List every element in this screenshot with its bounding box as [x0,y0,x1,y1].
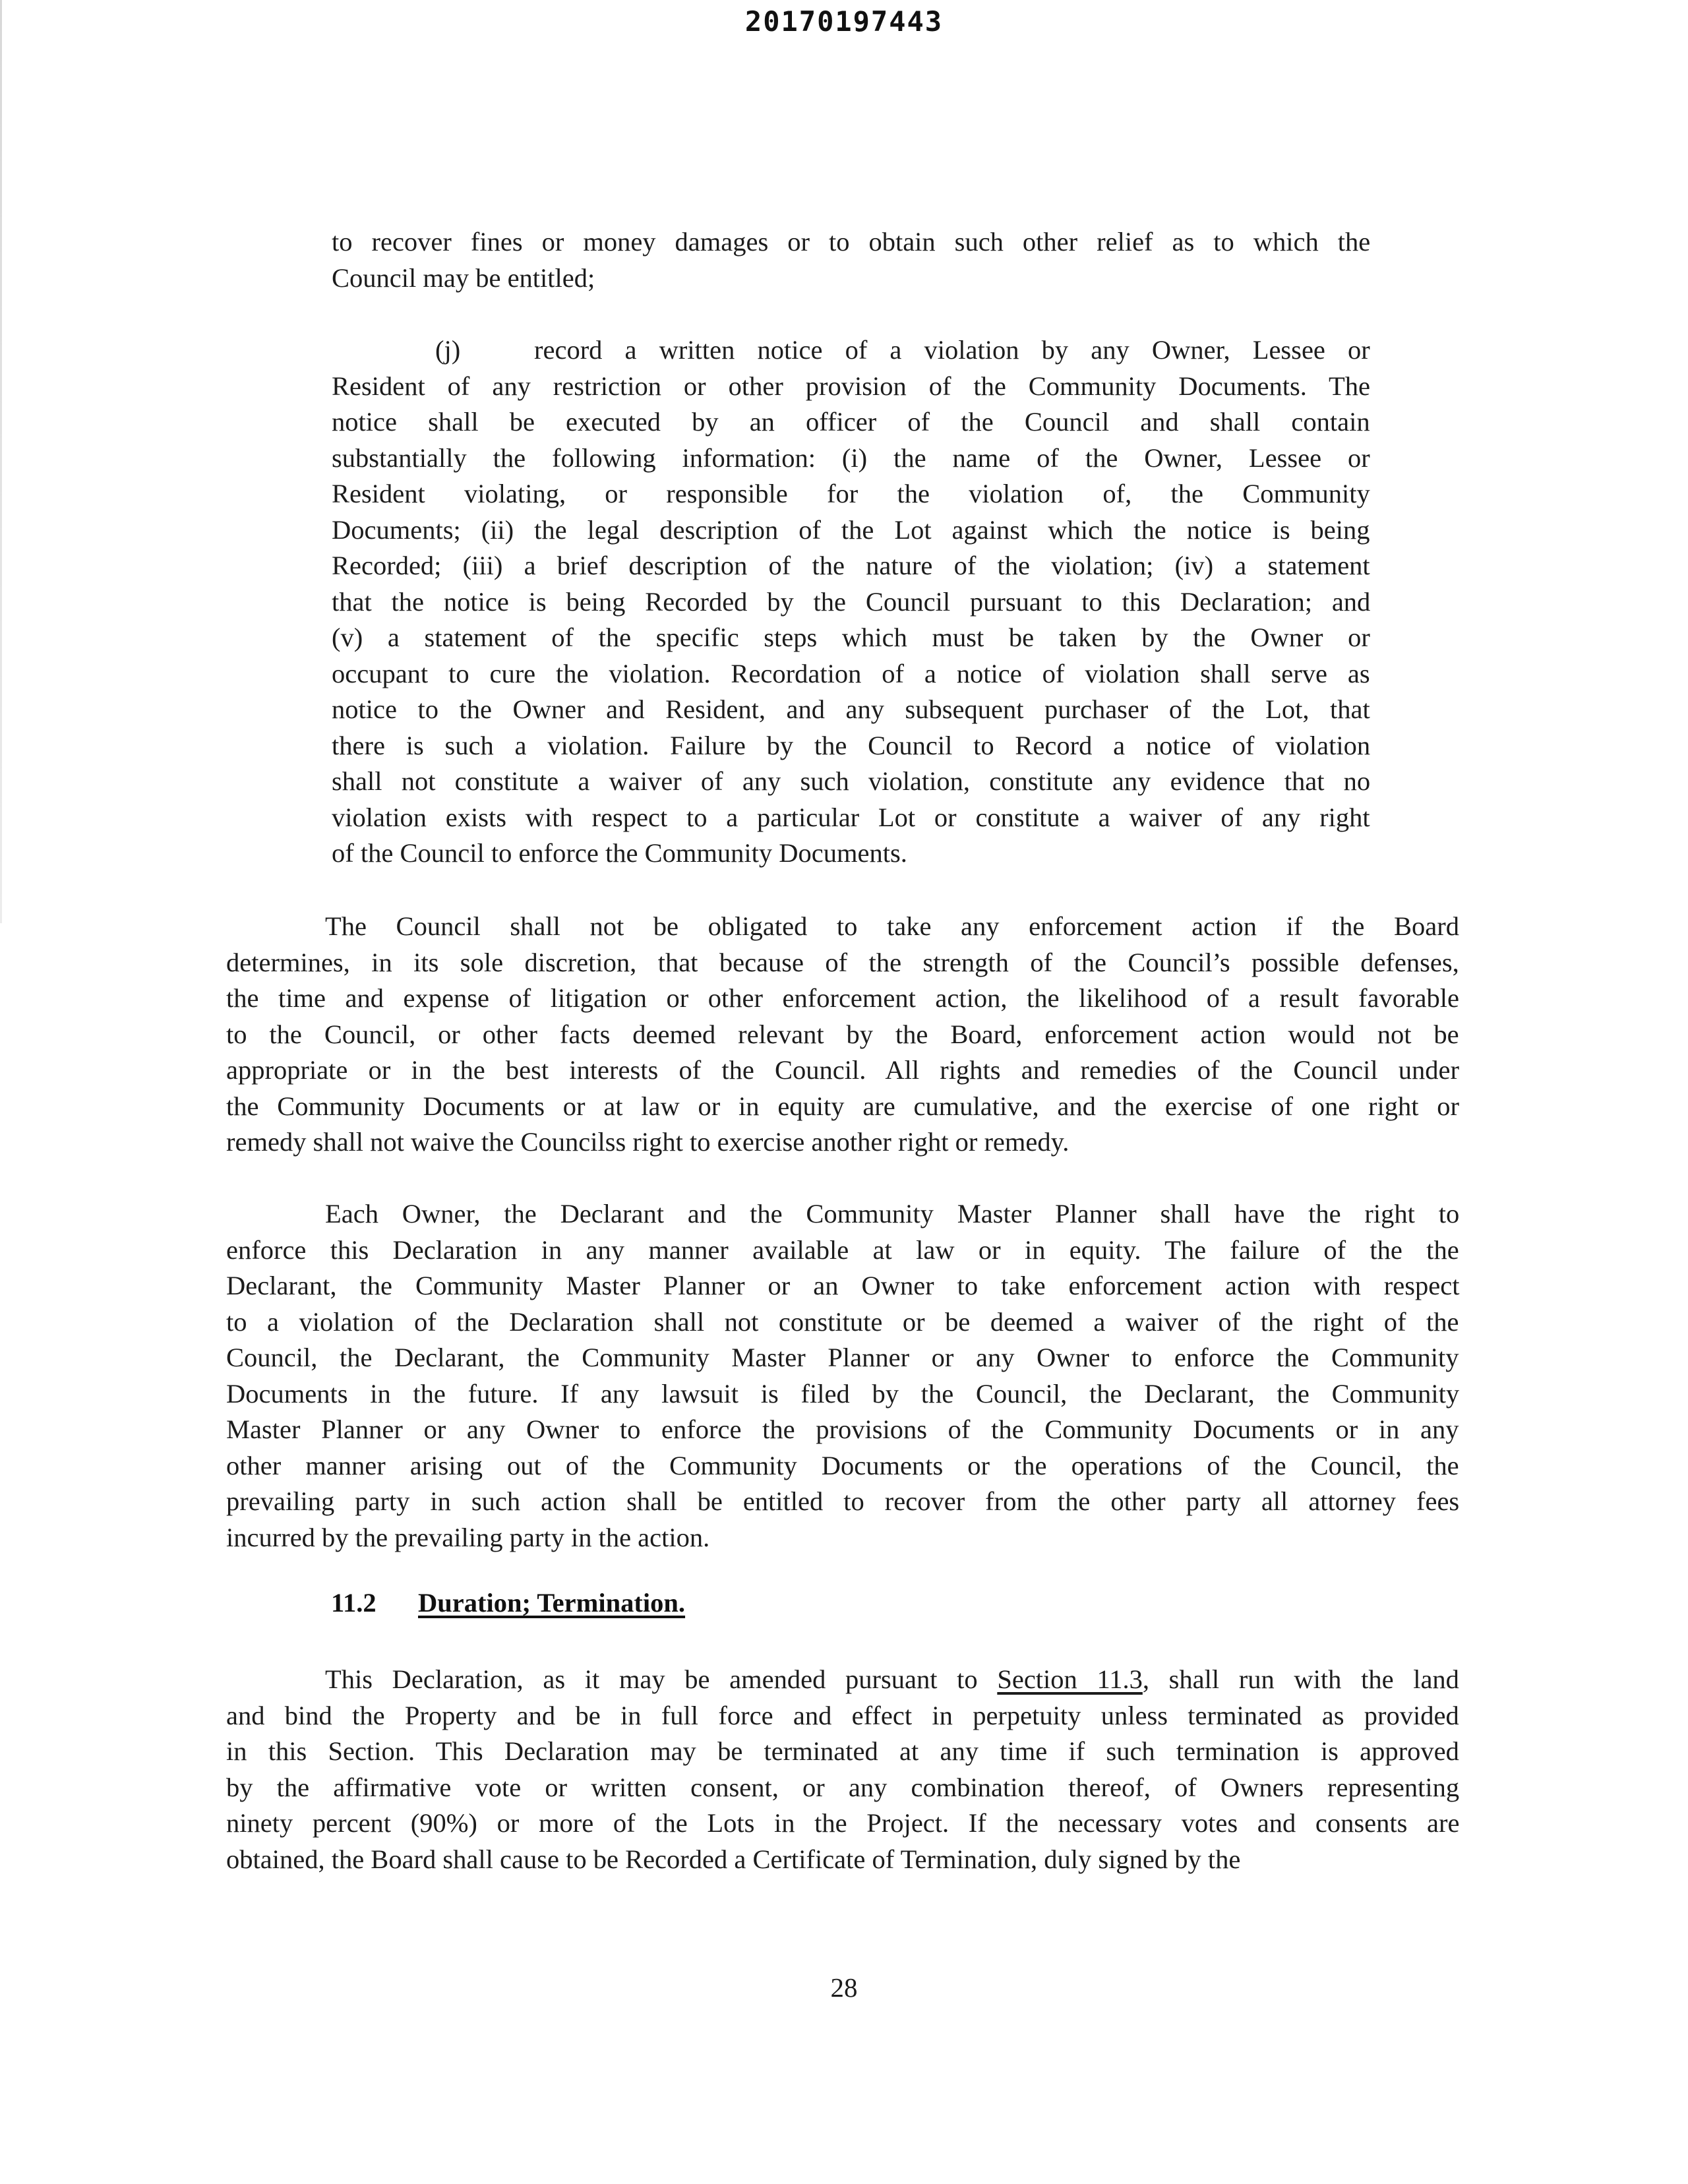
text-line: Declarant, the Community Master Planner or an Owner to take enforcement action with respect [226,1271,1460,1300]
text-line: remedy shall not waive the Councilss right to exercise another right or remedy. [226,1127,1070,1157]
section-title: Duration; Termination. [418,1588,686,1618]
text-line: Documents in the future. If any lawsuit is filed by the Council, the Declarant, the Community [226,1378,1460,1409]
text-line: Resident violating, or responsible for the violation of, the Community [332,479,1370,508]
page-number: 28 [830,1972,858,2003]
text-line: other manner arising out of the Community Documents or the operations of the Council, the [226,1450,1459,1480]
text-line: enforce this Declaration in any manner available at law or in equity. The failure of the the [226,1234,1459,1265]
text-line: by the affirmative vote or written consent, or any combination thereof, of Owners representing [226,1772,1460,1802]
text-line-first [226,1662,1459,1698]
text-line-first [226,909,1459,945]
text-line: to a violation of the Declaration shall not constitute or be deemed a waiver of the right of the [226,1306,1459,1337]
page-edge-shadow [0,0,2,923]
text-line: The Council shall not be obligated to take any enforcement action if the Board [325,911,1459,941]
text-line: of the Council to enforce the Community Documents. [332,838,907,868]
section-heading [331,1587,685,1618]
paragraph-enforcement-discretion [226,909,1459,1161]
document-number: 20170197443 [744,5,944,38]
text-line: record a written notice of a violation by any Owner, Lessee or [534,335,1370,365]
text-line: prevailing party in such action shall be entitled to recover from the other party all attorney fees [226,1486,1460,1516]
text-line: Master Planner or any Owner to enforce the provisions of the Community Documents or in any [226,1414,1459,1444]
paragraph-fines-continuation [332,224,1370,296]
text-line: shall not constitute a waiver of any such violation, constitute any evidence that no [332,766,1371,796]
text-line: appropriate or in the best interests of the Council. All rights and remedies of the Council under [226,1055,1460,1085]
text-line: there is such a violation. Failure by the Council to Record a notice of violation [332,730,1371,760]
text-line: occupant to cure the violation. Recordation of a notice of violation shall serve as [332,658,1370,688]
text-line: to the Council, or other facts deemed relevant by the Board, enforcement action would not be [226,1019,1459,1049]
text-line: in this Section. This Declaration may be terminated at any time if such termination is approved [226,1736,1459,1766]
section-cross-reference: Section 11.3 [997,1664,1143,1694]
text-line: the Community Documents or at law or in equity are cumulative, and the exercise of one right or [226,1091,1460,1121]
paragraph-record-notice [332,332,1370,872]
section-number: 11.2 [331,1588,377,1618]
text-line: the time and expense of litigation or other enforcement action, the likelihood of a result favorable [226,983,1459,1013]
text-line: notice to the Owner and Resident, and any subsequent purchaser of the Lot, that [332,694,1370,724]
text-line: Documents; (ii) the legal description of the Lot against which the notice is being [332,514,1370,545]
text-line-first [226,1196,1459,1232]
text-segment: This Declaration, as it may be amended pursuant to [325,1664,998,1694]
paragraph-owner-enforcement [226,1196,1459,1556]
text-line: Recorded; (iii) a brief description of the nature of the violation; (iv) a statement [332,551,1370,580]
text-line-first [332,332,1370,369]
text-line: Resident of any restriction or other provision of the Community Documents. The [332,371,1371,401]
subsection-label: (j) [435,335,461,365]
text-line: and bind the Property and be in full force and effect in perpetuity unless terminated as provided [226,1700,1459,1730]
text-line: violation exists with respect to a particular Lot or constitute a waiver of any right [332,802,1370,832]
text-line: Each Owner, the Declarant and the Community Master Planner shall have the right to [325,1199,1460,1228]
text-line: substantially the following information: (i) the name of the Owner, Lessee or [332,442,1370,473]
text-line: Council may be entitled; [332,262,595,293]
text-line: incurred by the prevailing party in the action. [226,1522,710,1552]
text-line: to recover fines or money damages or to obtain such other relief as to which the [332,227,1371,257]
text-line: obtained, the Board shall cause to be Recorded a Certificate of Termination, duly signed by the [226,1844,1241,1874]
text-segment: , shall run with the land [1142,1664,1459,1694]
text-line: Council, the Declarant, the Community Master Planner or any Owner to enforce the Community [226,1343,1459,1372]
text-line: notice shall be executed by an officer of the Council and shall contain [332,407,1370,437]
text-line: that the notice is being Recorded by the Council pursuant to this Declaration; and [332,586,1371,617]
text-line: (v) a statement of the specific steps which must be taken by the Owner or [332,622,1370,652]
paragraph-duration-termination [226,1662,1459,1877]
text-line: determines, in its sole discretion, that because of the strength of the Council’s possible defenses, [226,947,1459,977]
text-line: ninety percent (90%) or more of the Lots in the Project. If the necessary votes and consents are [226,1808,1460,1838]
